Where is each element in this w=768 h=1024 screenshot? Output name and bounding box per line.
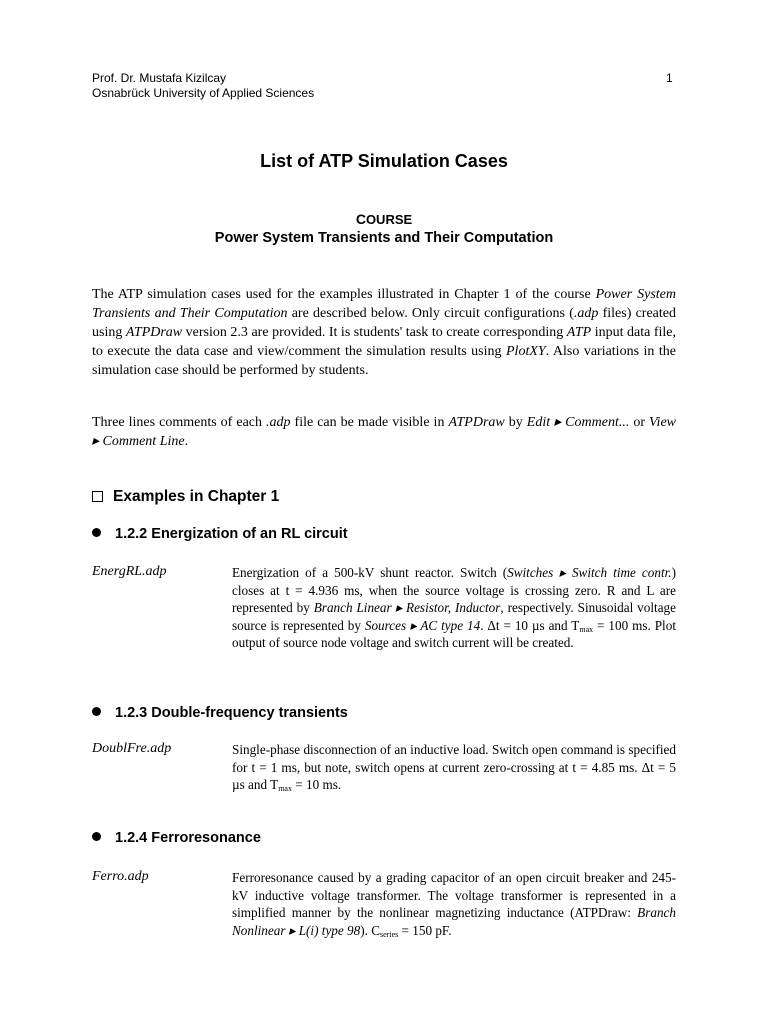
bullet-icon xyxy=(92,528,101,537)
bullet-icon xyxy=(92,832,101,841)
intro-paragraph-2: Three lines comments of each .adp file can be made visible in ATPDraw by Edit ▸ Comment... or View ▸ Comment Line. xyxy=(92,415,677,449)
intro-paragraph-1: The ATP simulation cases used for the examples illustrated in Chapter 1 of the course Power System Transients and Their Computation are described below. Only circuit configurations (.adp files) created using ATPDraw version 2.3 are provided. It is students' task to create corresponding ATP input data file, to execute the data case and view/comment the simulation results using PlotXY. Also variations in the simulation case should be performed by students. xyxy=(92,287,677,378)
bullet-icon xyxy=(92,707,101,716)
page-title: List of ATP Simulation Cases xyxy=(260,151,508,171)
example-heading-3: 1.2.4 Ferroresonance xyxy=(92,830,261,846)
example-description-2: Single-phase disconnection of an inductive load. Switch open command is specified for t = 1 ms, but note, switch opens at current zero-crossing at t = 4.85 ms. Δt = 5 µs and $T_{max} = 10$ ms. xyxy=(232,742,676,793)
example-description-3: Ferroresonance caused by a grading capacitor of an open circuit breaker and 245-kV inductive voltage transformer. The voltage transformer is represented in a simplified manner by the nonlinear magnetizing inductance (ATPDraw: Branch Nonlinear ▸ L(i) type 98). $C_{series} = 150$ pF. xyxy=(232,870,676,939)
example-heading-2: 1.2.3 Double-frequency transients xyxy=(92,705,348,721)
section-heading xyxy=(92,488,279,506)
example-description-1: Energization of a 500-kV shunt reactor. Switch (Switches ▸ Switch time contr.) closes at t = 4.936 ms, when the source voltage is crossing zero. R and L are represented by Branch Linear ▸ Resistor, Inductor, respectively. Sinusoidal voltage source is represented by Sources ▸ AC type 14. Δt = 10 µs and $T_{max} = 100$ ms. Plot output of source node voltage and switch current will be created. xyxy=(232,565,677,650)
course-label-rest: OURSE xyxy=(365,212,413,227)
example-file-3: Ferro.adp xyxy=(92,869,149,884)
header-institution: Osnabrück University of Applied Sciences xyxy=(92,86,315,100)
example-file-2: DoublFre.adp xyxy=(92,741,172,756)
course-label-initial: C xyxy=(355,211,366,227)
example-heading-1: 1.2.2 Energization of an RL circuit xyxy=(92,526,348,542)
page-number: 1 xyxy=(666,71,673,85)
course-label xyxy=(0,211,768,227)
checkbox-bullet-icon xyxy=(92,491,103,502)
course-name: Power System Transients and Their Computation xyxy=(214,230,554,246)
example-file-1: EnergRL.adp xyxy=(92,564,167,579)
header-author: Prof. Dr. Mustafa Kizilcay xyxy=(92,71,227,85)
section-title: Examples in Chapter 1 xyxy=(113,488,280,505)
